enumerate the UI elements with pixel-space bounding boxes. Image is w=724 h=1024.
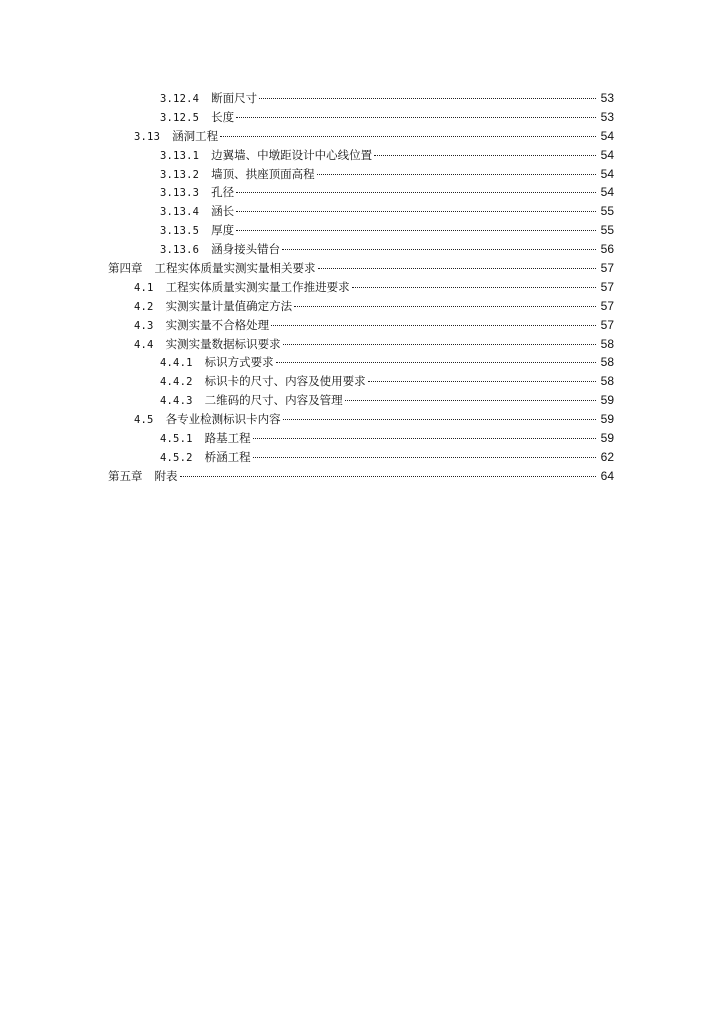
toc-entry-number: 4.4.1 <box>160 357 193 370</box>
toc-entry[interactable] <box>108 353 614 372</box>
toc-entry-page: 58 <box>600 336 614 351</box>
toc-entry-page: 64 <box>600 468 614 483</box>
toc-entry-page: 53 <box>600 109 614 124</box>
toc-entry[interactable] <box>108 410 614 429</box>
toc-entry[interactable] <box>108 183 614 202</box>
toc-entry-number: 3.13.4 <box>160 206 200 219</box>
toc-entry[interactable] <box>108 240 614 259</box>
toc-entry-number: 4.2 <box>134 300 154 313</box>
toc-entry-title: 涵长 <box>211 204 235 219</box>
toc-entry-title: 标识方式要求 <box>204 355 274 370</box>
toc-entry-number: 4.1 <box>134 281 154 294</box>
dot-leader <box>236 211 596 212</box>
dot-leader <box>352 287 596 288</box>
toc-entry-page: 59 <box>600 431 614 446</box>
toc-entry-page: 57 <box>600 279 614 294</box>
dot-leader <box>294 306 596 307</box>
toc-entry[interactable] <box>108 108 614 127</box>
dot-leader <box>374 155 596 156</box>
toc-entry[interactable] <box>108 372 614 391</box>
toc-entry[interactable] <box>108 221 614 240</box>
toc-entry-title: 二维码的尺寸、内容及管理 <box>204 393 343 408</box>
dot-leader <box>253 438 596 439</box>
toc-entry-page: 54 <box>600 147 614 162</box>
toc-entry-number: 4.4.2 <box>160 376 193 389</box>
toc-entry[interactable] <box>108 89 614 108</box>
toc-entry-number: 3.12.4 <box>160 93 200 105</box>
toc-entry-title: 边翼墙、中墩距设计中心线位置 <box>211 147 373 162</box>
toc-entry-title: 实测实量数据标识要求 <box>165 336 281 351</box>
toc-entry-page: 62 <box>600 449 614 464</box>
dot-leader <box>276 362 596 363</box>
dot-leader <box>345 400 596 401</box>
toc-entry[interactable] <box>108 127 614 146</box>
toc-entry-page: 53 <box>600 91 614 105</box>
toc-entry[interactable] <box>108 448 614 467</box>
toc-entry-title: 长度 <box>211 109 235 124</box>
dot-leader <box>180 476 597 477</box>
toc-entry-title: 路基工程 <box>204 431 251 446</box>
toc-entry-title: 附表 <box>154 468 178 483</box>
toc-entry-page: 59 <box>600 412 614 427</box>
toc-entry-number: 3.13 <box>134 130 161 143</box>
dot-leader <box>317 174 596 175</box>
dot-leader <box>220 136 596 137</box>
toc-entry-number: 4.5.1 <box>160 433 193 446</box>
dot-leader <box>236 230 596 231</box>
toc-entry-number: 第四章 <box>108 261 143 276</box>
toc-entry[interactable] <box>108 278 614 297</box>
toc-entry-page: 58 <box>600 374 614 389</box>
toc-entry-number: 3.13.5 <box>160 225 200 238</box>
toc-entry[interactable] <box>108 202 614 221</box>
toc-entry-number: 3.13.1 <box>160 149 200 162</box>
dot-leader <box>283 344 596 345</box>
toc-entry-title: 实测实量计量值确定方法 <box>165 298 293 313</box>
toc-entry-number: 3.13.3 <box>160 187 200 200</box>
toc-entry-title: 厚度 <box>211 223 235 238</box>
toc-entry-number: 4.5 <box>134 414 154 427</box>
toc-entry[interactable] <box>108 316 614 335</box>
toc-entry-page: 59 <box>600 393 614 408</box>
toc-entry-number: 3.13.2 <box>160 168 200 181</box>
toc-entry-number: 4.5.2 <box>160 451 193 464</box>
toc-entry-number: 4.4 <box>134 338 154 351</box>
toc-entry-title: 涵身接头错台 <box>211 242 281 257</box>
toc-entry-page: 57 <box>600 317 614 332</box>
toc-entry-title: 断面尺寸 <box>211 91 258 105</box>
toc-entry-page: 56 <box>600 242 614 257</box>
toc-entry[interactable] <box>108 335 614 354</box>
toc-entry-number: 4.4.3 <box>160 395 193 408</box>
toc-entry-title: 孔径 <box>211 185 235 200</box>
toc-entry[interactable] <box>108 146 614 165</box>
table-of-contents <box>108 89 614 486</box>
toc-entry-title: 标识卡的尺寸、内容及使用要求 <box>204 374 366 389</box>
toc-entry-title: 桥涵工程 <box>204 449 251 464</box>
dot-leader <box>253 457 596 458</box>
toc-entry[interactable] <box>108 391 614 410</box>
toc-entry-number: 4.3 <box>134 319 154 332</box>
toc-entry-title: 工程实体质量实测实量相关要求 <box>154 261 316 276</box>
dot-leader <box>259 98 596 99</box>
toc-entry-page: 57 <box>600 261 614 276</box>
toc-entry-title: 墙顶、拱座顶面高程 <box>211 166 315 181</box>
dot-leader <box>283 419 596 420</box>
toc-entry-title: 各专业检测标识卡内容 <box>165 412 281 427</box>
toc-entry[interactable] <box>108 259 614 278</box>
toc-entry-page: 55 <box>600 223 614 238</box>
toc-entry-page: 54 <box>600 166 614 181</box>
toc-entry[interactable] <box>108 297 614 316</box>
toc-entry-title: 实测实量不合格处理 <box>165 317 270 332</box>
dot-leader <box>318 268 597 269</box>
toc-entry[interactable] <box>108 165 614 184</box>
toc-entry[interactable] <box>108 429 614 448</box>
toc-entry-number: 第五章 <box>108 468 143 483</box>
dot-leader <box>236 117 596 118</box>
dot-leader <box>368 381 596 382</box>
toc-entry-title: 工程实体质量实测实量工作推进要求 <box>165 279 350 294</box>
toc-entry[interactable] <box>108 467 614 486</box>
toc-entry-page: 54 <box>600 128 614 143</box>
toc-entry-page: 58 <box>600 355 614 370</box>
toc-entry-page: 57 <box>600 298 614 313</box>
toc-entry-number: 3.13.6 <box>160 244 200 257</box>
dot-leader <box>236 192 596 193</box>
toc-entry-page: 54 <box>600 185 614 200</box>
toc-entry-number: 3.12.5 <box>160 111 200 124</box>
toc-entry-page: 55 <box>600 204 614 219</box>
dot-leader <box>282 249 596 250</box>
toc-entry-title: 涵洞工程 <box>172 128 219 143</box>
dot-leader <box>271 325 596 326</box>
